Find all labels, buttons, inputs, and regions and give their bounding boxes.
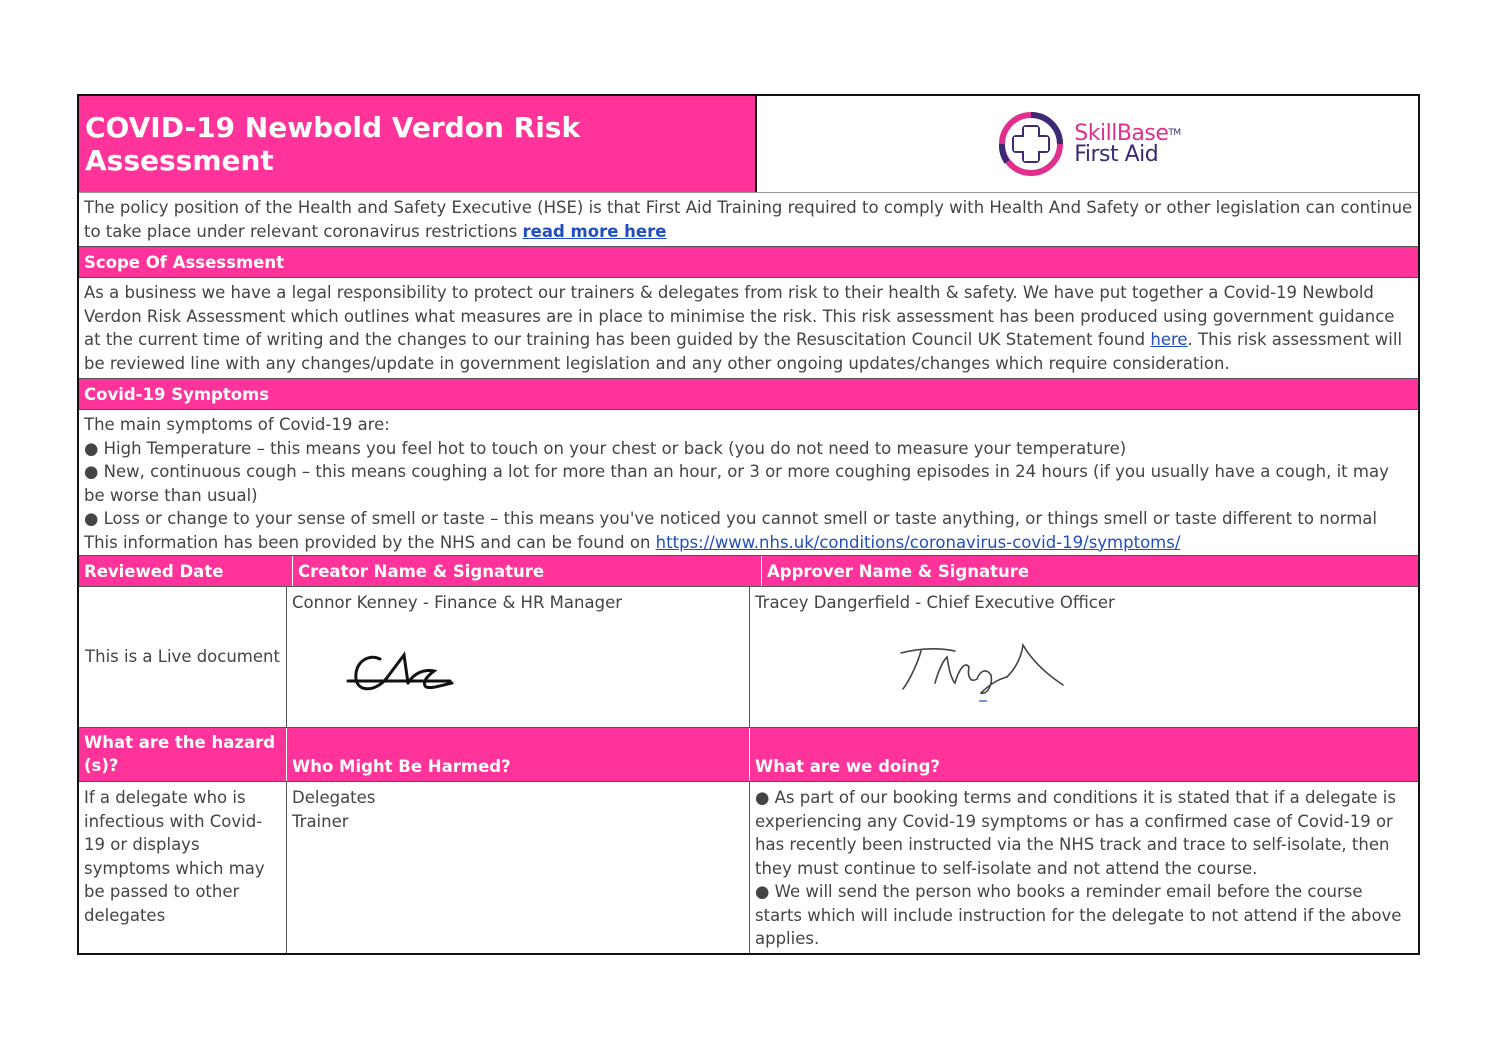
creator-header: Creator Name & Signature — [293, 556, 762, 586]
scope-heading-row — [79, 247, 1418, 278]
scope-text-before: As a business we have a legal responsibility to protect our trainers & delegates from risk to their health & safety. We have put together a Covid-19 Newbold Verdon Risk Assessment which outlines what measures are in place to minimise the risk. This risk assessment has been produced using government guidance at the current time of writing and the changes to our training has been guided by the Resuscitation Council UK Statement found — [84, 283, 1395, 349]
reviewed-date-cell — [79, 587, 287, 727]
approver-cell — [750, 587, 1418, 727]
hazard-row — [79, 782, 1418, 953]
symptom-item: ● High Temperature – this means you feel hot to touch on your chest or back (you do not need to measure your temperature) — [84, 438, 1127, 458]
nhs-symptoms-link[interactable]: https://www.nhs.uk/conditions/coronavirus-covid-19/symptoms/ — [655, 532, 1181, 552]
read-more-link[interactable]: read more here — [522, 221, 667, 241]
policy-text-cell — [79, 193, 1418, 246]
scope-text-cell — [79, 278, 1418, 378]
policy-row — [79, 193, 1418, 247]
symptoms-text-cell — [79, 410, 1418, 555]
creator-cell — [287, 587, 750, 727]
policy-text: The policy position of the Health and Safety Executive (HSE) is that First Aid Training required to comply with Health And Safety or other legislation can continue to take place under relevant coronavirus restrictions — [84, 198, 1413, 241]
actions-cell — [750, 782, 1418, 953]
action-item: ● We will send the person who books a reminder email before the course starts which will include instruction for the delegate to not attend if the above applies. — [755, 882, 1402, 948]
reviewed-date-value: This is a Live document — [85, 647, 280, 667]
harmed-item: Trainer — [292, 811, 349, 831]
scope-row — [79, 278, 1418, 379]
harmed-cell — [287, 782, 750, 953]
symptom-item: ● New, continuous cough – this means coughing a lot for more than an hour, or 3 or more coughing episodes in 24 hours (if you usually have a cough, it may be worse than usual) — [84, 462, 1389, 505]
symptoms-heading-row — [79, 379, 1418, 410]
creator-name: Connor Kenney - Finance & HR Manager — [292, 593, 622, 612]
scope-heading: Scope Of Assessment — [84, 252, 284, 272]
symptoms-source-text: This information has been provided by the NHS and can be found on — [84, 532, 656, 552]
resus-council-link[interactable]: here — [1150, 330, 1188, 349]
creator-signature — [342, 649, 462, 704]
reviewed-date-header: Reviewed Date — [79, 556, 293, 586]
hazard-header-row — [79, 728, 1418, 782]
symptoms-heading: Covid-19 Symptoms — [84, 384, 270, 404]
harmed-header: Who Might Be Harmed? — [287, 728, 750, 781]
logo-wordmark: SkillBase™ First Aid — [1074, 121, 1181, 167]
document-title: COVID-19 Newbold Verdon Risk Assessment — [79, 96, 755, 192]
signoff-row — [79, 587, 1418, 728]
action-item: ● As part of our booking terms and conditions it is stated that if a delegate is experiencing any Covid-19 symptoms or has a confirmed case of Covid-19 or has recently been instructed via the NHS track and trace to self-isolate, then they must continue to self-isolate and not attend the course. — [755, 788, 1396, 878]
approver-header: Approver Name & Signature — [767, 561, 1030, 581]
approver-name: Tracey Dangerfield - Chief Executive Officer — [755, 593, 1115, 612]
symptoms-source — [84, 531, 1413, 555]
scope-text-after: . This risk assessment will be reviewed line with any changes/update in government legislation and any other ongoing updates/changes which require consideration. — [84, 330, 1403, 373]
symptom-item: ● Loss or change to your sense of smell or taste – this means you've noticed you cannot smell or taste anything, or things smell or taste different to normal — [84, 509, 1378, 528]
header-row — [79, 96, 1418, 193]
skillbase-logo — [755, 96, 1418, 192]
approver-signature — [895, 639, 1080, 707]
hazard-header: What are the hazard (s)? — [79, 728, 287, 781]
hazard-cell — [79, 782, 287, 953]
symptoms-intro: The main symptoms of Covid-19 are: — [84, 415, 390, 434]
symptoms-row — [79, 410, 1418, 556]
harmed-item: Delegates — [292, 788, 376, 807]
hazard-text: If a delegate who is infectious with Covid-19 or displays symptoms which may be passed to other delegates — [84, 788, 265, 925]
actions-header: What are we doing? — [755, 756, 941, 776]
first-aid-cross-icon — [994, 112, 1068, 176]
signoff-header-row — [79, 556, 1418, 587]
risk-assessment-document — [77, 94, 1420, 955]
